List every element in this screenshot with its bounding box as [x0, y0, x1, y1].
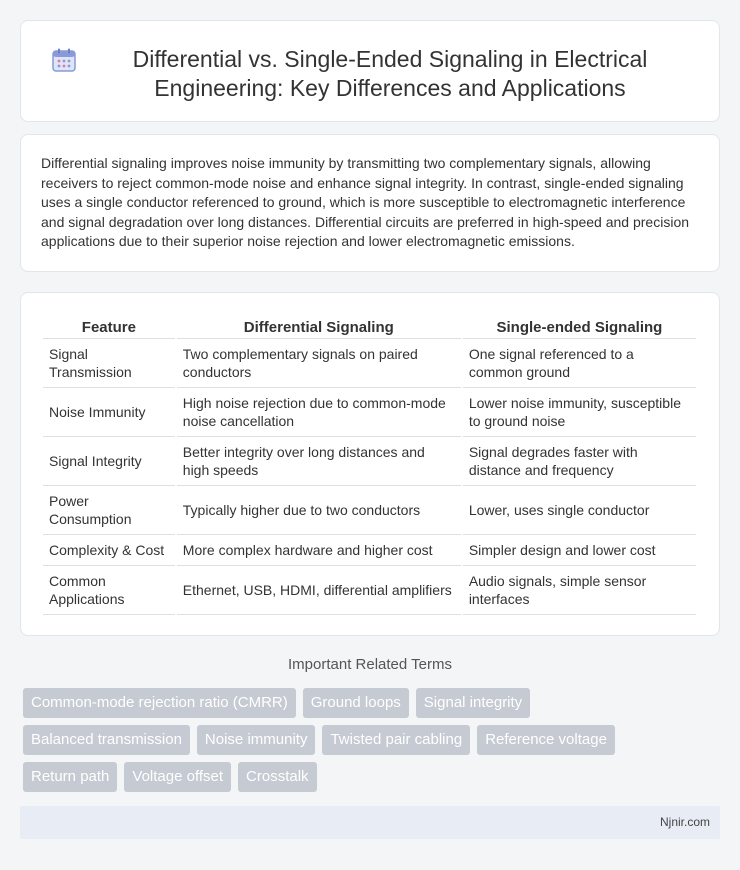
table-row — [43, 566, 696, 615]
tag-voltage-offset[interactable]: Voltage offset — [124, 762, 231, 792]
feature-cell: Signal Transmission — [43, 339, 175, 388]
tag-row — [23, 725, 723, 755]
differential-cell: Two complementary signals on paired conductors — [177, 339, 461, 388]
table-row — [43, 388, 696, 437]
differential-cell: More complex hardware and higher cost — [177, 535, 461, 566]
comparison-table — [41, 315, 698, 615]
description-card — [20, 134, 720, 272]
tag-noise-immunity[interactable]: Noise immunity — [197, 725, 316, 755]
single-ended-cell: Audio signals, simple sensor interfaces — [463, 566, 696, 615]
description-text: Differential signaling improves noise immunity by transmitting two complementary signals, allowing receivers to reject common-mode noise and enhance signal integrity. In contrast, single-ended signaling uses a single conductor referenced to ground, which is more susceptible to electromagnetic interference and signal degradation over long distances. Differential circuits are preferred in high-speed and precision applications due to their superior noise rejection and lower electromagnetic emissions. — [41, 155, 690, 250]
related-terms-title: Important Related Terms — [288, 656, 452, 673]
differential-cell: Ethernet, USB, HDMI, differential amplifiers — [177, 566, 461, 615]
table-header-row — [43, 315, 696, 339]
tag-ground-loops[interactable]: Ground loops — [303, 688, 409, 718]
calendar-icon — [51, 47, 77, 73]
tag-row — [23, 688, 723, 718]
differential-cell: Better integrity over long distances and high speeds — [177, 437, 461, 486]
single-ended-cell: Simpler design and lower cost — [463, 535, 696, 566]
tag-twisted-pair-cabling[interactable]: Twisted pair cabling — [322, 725, 470, 755]
feature-cell: Signal Integrity — [43, 437, 175, 486]
table-row — [43, 486, 696, 535]
tag-crosstalk[interactable]: Crosstalk — [238, 762, 317, 792]
table-row — [43, 339, 696, 388]
single-ended-cell: Lower, uses single conductor — [463, 486, 696, 535]
header-feature: Feature — [43, 315, 175, 339]
tag-signal-integrity[interactable]: Signal integrity — [416, 688, 530, 718]
tag-balanced-transmission[interactable]: Balanced transmission — [23, 725, 190, 755]
single-ended-cell: One signal referenced to a common ground — [463, 339, 696, 388]
feature-cell: Common Applications — [43, 566, 175, 615]
feature-cell: Noise Immunity — [43, 388, 175, 437]
tag-cmrr[interactable]: Common-mode rejection ratio (CMRR) — [23, 688, 296, 718]
related-terms-list — [23, 688, 723, 799]
header-single-ended: Single-ended Signaling — [463, 315, 696, 339]
table-row — [43, 437, 696, 486]
single-ended-cell: Signal degrades faster with distance and frequency — [463, 437, 696, 486]
tag-reference-voltage[interactable]: Reference voltage — [477, 725, 615, 755]
title-card — [20, 20, 720, 122]
footer-source[interactable]: Njnir.com — [659, 815, 710, 829]
tag-return-path[interactable]: Return path — [23, 762, 117, 792]
header-differential: Differential Signaling — [177, 315, 461, 339]
comparison-table-card — [20, 292, 720, 636]
single-ended-cell: Lower noise immunity, susceptible to ground noise — [463, 388, 696, 437]
feature-cell: Complexity & Cost — [43, 535, 175, 566]
footer — [20, 806, 720, 839]
page-title: Differential vs. Single-Ended Signaling in Electrical Engineering: Key Differences and Applications — [132, 46, 648, 101]
differential-cell: High noise rejection due to common-mode noise cancellation — [177, 388, 461, 437]
tag-row — [23, 762, 723, 792]
feature-cell: Power Consumption — [43, 486, 175, 535]
table-row — [43, 535, 696, 566]
differential-cell: Typically higher due to two conductors — [177, 486, 461, 535]
